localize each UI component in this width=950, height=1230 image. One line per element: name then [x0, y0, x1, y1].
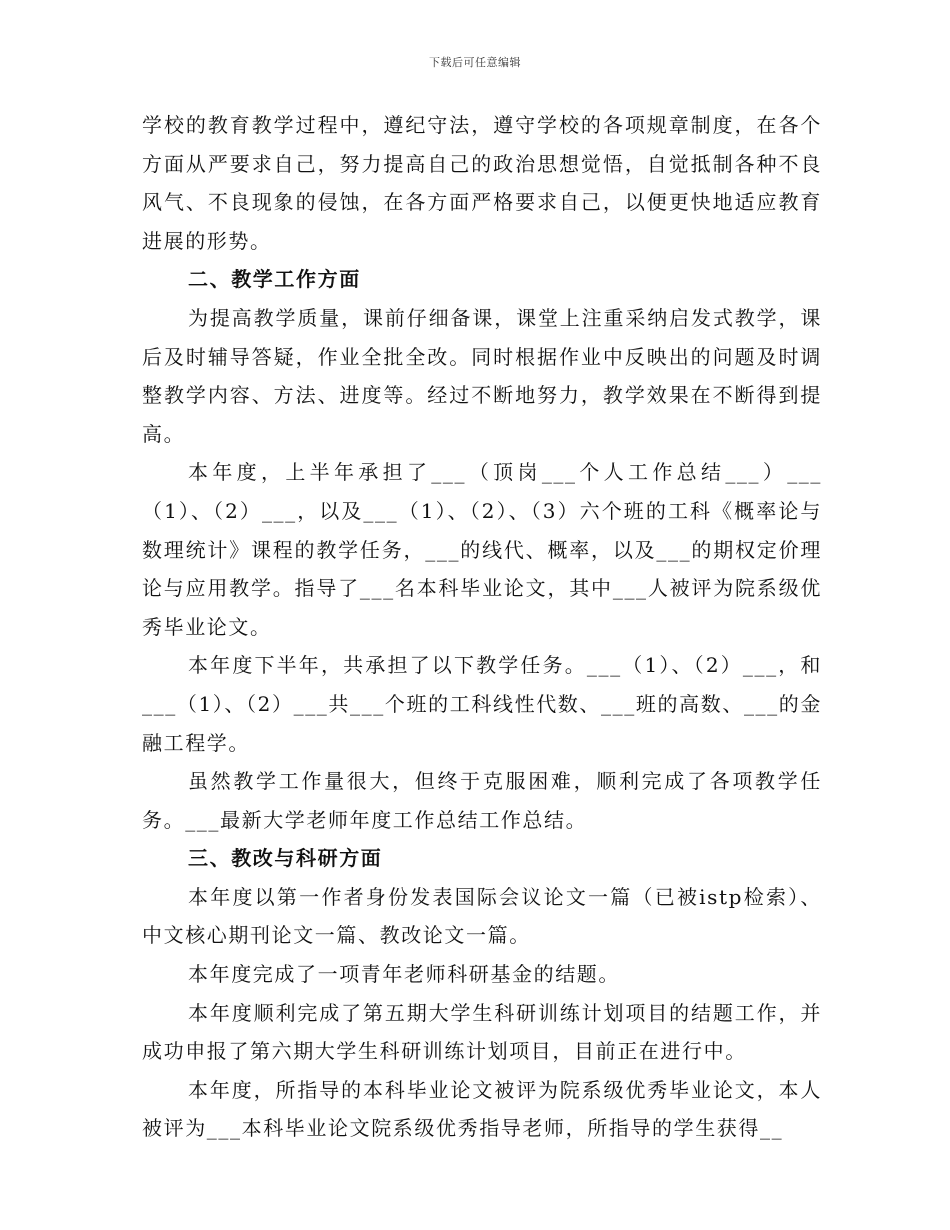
- page-header: 下载后可任意编辑: [429, 56, 521, 69]
- paragraph-teaching-quality: 为提高教学质量，课前仔细备课，课堂上注重采纳启发式教学，课后及时辅导答疑，作业全批全改。同时根据作业中反映出的问题及时调整教学内容、方法、进度等。经过不断地努力，教学效果在不断得到提高。: [142, 305, 822, 446]
- paragraph-research-fund: 本年度完成了一项青年老师科研基金的结题。: [188, 962, 620, 987]
- paragraph-first-half-tasks: 本年度，上半年承担了___（顶岗___个人工作总结___）___（1）、（2）___，以及___（1）、（2）、（3）六个班的工科《概率论与数理统计》课程的教学任务，___的线代、概率，以及___的期权定价理论与应用教学。指导了___名本科毕业论文，其中___人被评为院系级优秀毕业论文。: [142, 460, 822, 639]
- paragraph-thesis-awards: 本年度，所指导的本科毕业论文被评为院系级优秀毕业论文，本人被评为___本科毕业论文院系级优秀指导老师，所指导的学生获得__: [142, 1077, 822, 1141]
- paragraph-publications: 本年度以第一作者身份发表国际会议论文一篇（已被istp检索）、中文核心期刊论文一篇、教改论文一篇。: [142, 884, 822, 948]
- paragraph-second-half-tasks: 本年度下半年，共承担了以下教学任务。___（1）、（2）___，和___（1）、（2）___共___个班的工科线性代数、___班的高数、___的金融工程学。: [142, 653, 822, 755]
- paragraph-student-research-project: 本年度顺利完成了第五期大学生科研训练计划项目的结题工作，并成功申报了第六期大学生科研训练计划项目，目前正在进行中。: [142, 1000, 822, 1064]
- paragraph-workload-summary: 虽然教学工作量很大，但终于克服困难，顺利完成了各项教学任务。___最新大学老师年度工作总结工作总结。: [142, 769, 822, 832]
- section-heading-research: 三、教改与科研方面: [188, 846, 383, 871]
- paragraph-intro-continuation: 学校的教育教学过程中，遵纪守法，遵守学校的各项规章制度，在各个方面从严要求自己，努力提高自己的政治思想觉悟，自觉抵制各种不良风气、不良现象的侵蚀，在各方面严格要求自己，以便更快地适应教育进展的形势。: [142, 113, 822, 253]
- document-body: [142, 106, 822, 1148]
- section-heading-teaching: 二、教学工作方面: [188, 267, 361, 292]
